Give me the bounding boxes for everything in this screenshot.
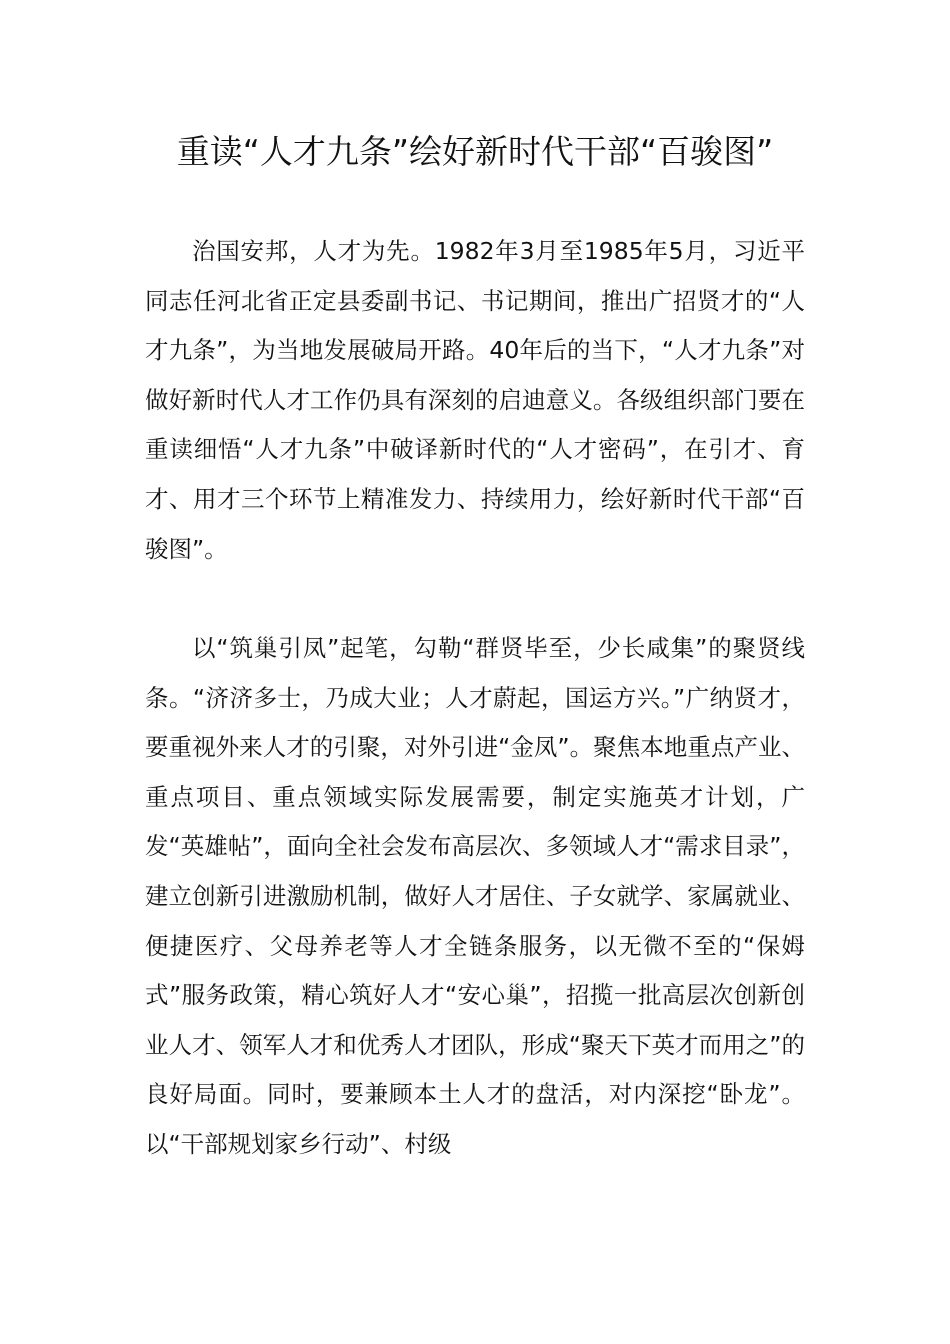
- paragraph-talent-attraction: 以“筑巢引凤”起笔，勾勒“群贤毕至，少长咸集”的聚贤线条。“济济多士，乃成大业；人才蔚起，国运方兴。”广纳贤才，要重视外来人才的引聚，对外引进“金凤”。聚焦本地重点产业、重点项目、重点领域实际发展需要，制定实施英才计划，广发“英雄帖”，面向全社会发布高层次、多领域人才“需求目录”，建立创新引进激励机制，做好人才居住、子女就学、家属就业、便捷医疗、父母养老等人才全链条服务，以无微不至的“保姆式”服务政策，精心筑好人才“安心巢”，招揽一批高层次创新创业人才、领军人才和优秀人才团队，形成“聚天下英才而用之”的良好局面。同时，要兼顾本土人才的盘活，对内深挖“卧龙”。以“干部规划家乡行动”、村级: [145, 634, 805, 1158]
- paragraph-intro: 治国安邦，人才为先。1982年3月至1985年5月，习近平同志任河北省正定县委副书记、书记期间，推出广招贤才的“人才九条”，为当地发展破局开路。40年后的当下，“人才九条”对做好新时代人才工作仍具有深刻的启迪意义。各级组织部门要在重读细悟“人才九条”中破译新时代的“人才密码”，在引才、育才、用才三个环节上精准发力、持续用力，绘好新时代干部“百骏图”。: [145, 237, 805, 563]
- document-title: 重读“人才九条”绘好新时代干部“百骏图”: [176, 132, 774, 171]
